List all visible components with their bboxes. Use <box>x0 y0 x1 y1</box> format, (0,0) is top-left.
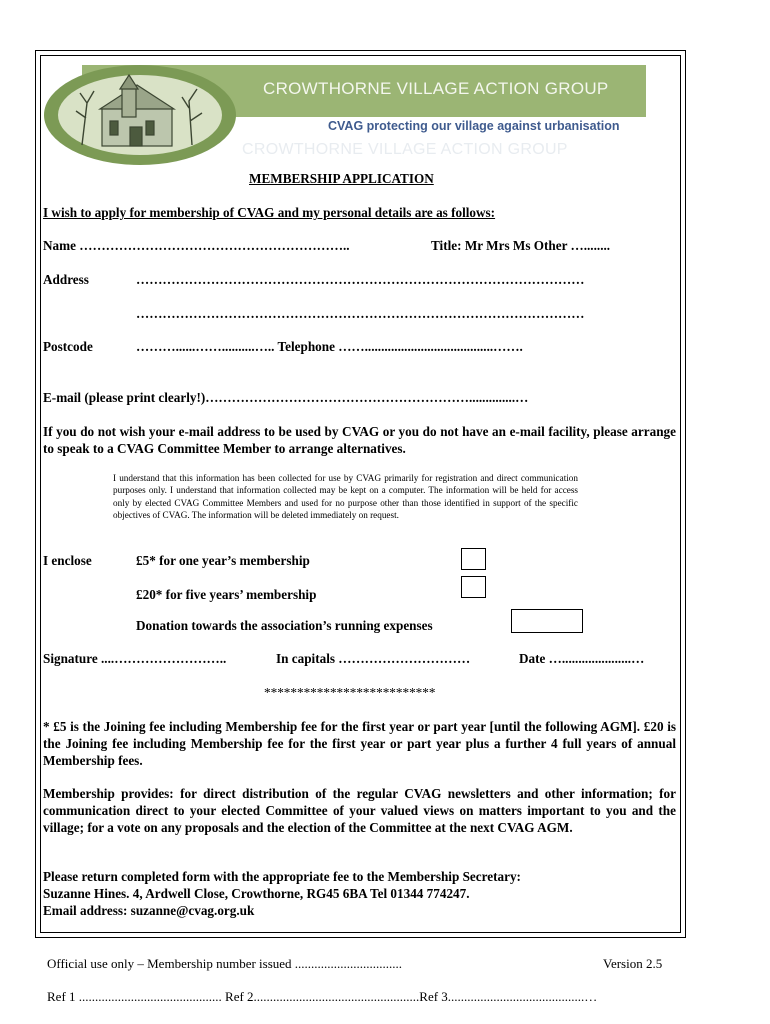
return-instructions: Please return completed form with the appropriate fee to the Membership Secretary: <box>43 869 521 884</box>
date-field[interactable]: Date ….....................… <box>519 651 645 666</box>
header-banner <box>42 63 646 171</box>
fee-note: * £5 is the Joining fee including Membership fee for the first year or part year [until the following AGM]. £20 is the Joining fee including Membership fee for the first year or part year plus a further 4 full years of annual Membership fees. <box>43 719 676 768</box>
one-year-checkbox[interactable] <box>461 548 486 570</box>
option-donation: Donation towards the association’s running expenses <box>136 618 433 633</box>
privacy-notice: I understand that this information has been collected for use by CVAG primarily for registration and direct communication purposes only. I understand that information collected may be kept on a computer. The information will be held for access only by elected CVAG Committee Members and used for no purpose other than those identified in support of the specific objectives of CVAG. The information will be deleted immediately on request. <box>113 473 578 520</box>
separator-stars: ************************** <box>264 685 436 700</box>
form-intro: I wish to apply for membership of CVAG and my personal details are as follows: <box>43 205 496 220</box>
banner-tagline: CVAG protecting our village against urbanisation <box>328 119 620 133</box>
capitals-field[interactable]: In capitals ………………………… <box>276 651 471 666</box>
secretary-address: Suzanne Hines. 4, Ardwell Close, Crowthorne, RG45 6BA Tel 01344 774247. <box>43 886 470 901</box>
address-field-1[interactable]: ………………………………………………………………………………………… <box>136 272 585 287</box>
reference-lines: Ref 1 ............................................ Ref 2...................................................Ref 3..........................................… <box>47 989 598 1004</box>
signature-field[interactable]: Signature ....…………………….. <box>43 651 227 666</box>
official-use-line: Official use only – Membership number issued ................................. <box>47 956 403 971</box>
option-five-years: £20* for five years’ membership <box>136 587 317 602</box>
postcode-telephone-field[interactable]: ………......……..........….. Telephone …….......................................……. <box>136 339 523 354</box>
name-field[interactable]: Name …………………………………………………….. <box>43 238 350 253</box>
banner-ghost-title: CROWTHORNE VILLAGE ACTION GROUP <box>242 141 568 158</box>
enclose-label: I enclose <box>43 553 92 568</box>
church-logo-icon <box>42 63 242 167</box>
title-field[interactable]: Title: Mr Mrs Ms Other …........ <box>431 238 611 253</box>
donation-amount-box[interactable] <box>511 609 583 633</box>
postcode-label: Postcode <box>43 339 93 354</box>
membership-provides: Membership provides: for direct distribution of the regular CVAG newsletters and other information; for communication direct to your elected Committee of your valued views on matters important to you and the village; for a vote on any proposals and the election of the Committee at the next CVAG AGM. <box>43 786 676 835</box>
five-years-checkbox[interactable] <box>461 576 486 598</box>
banner-title: CROWTHORNE VILLAGE ACTION GROUP <box>263 79 609 98</box>
option-one-year: £5* for one year’s membership <box>136 553 310 568</box>
address-field-2[interactable]: ………………………………………………………………………………………… <box>136 306 585 321</box>
secretary-email: Email address: suzanne@cvag.org.uk <box>43 903 255 918</box>
form-heading: MEMBERSHIP APPLICATION <box>249 171 434 186</box>
email-field[interactable]: E-mail (please print clearly!)……………………………………………………..............… <box>43 390 529 405</box>
email-notice: If you do not wish your e-mail address to be used by CVAG or you do not have an e-mail facility, please arrange to speak to a CVAG Committee Member to arrange alternatives. <box>43 424 676 456</box>
version-label: Version 2.5 <box>603 956 663 971</box>
address-label: Address <box>43 272 89 287</box>
